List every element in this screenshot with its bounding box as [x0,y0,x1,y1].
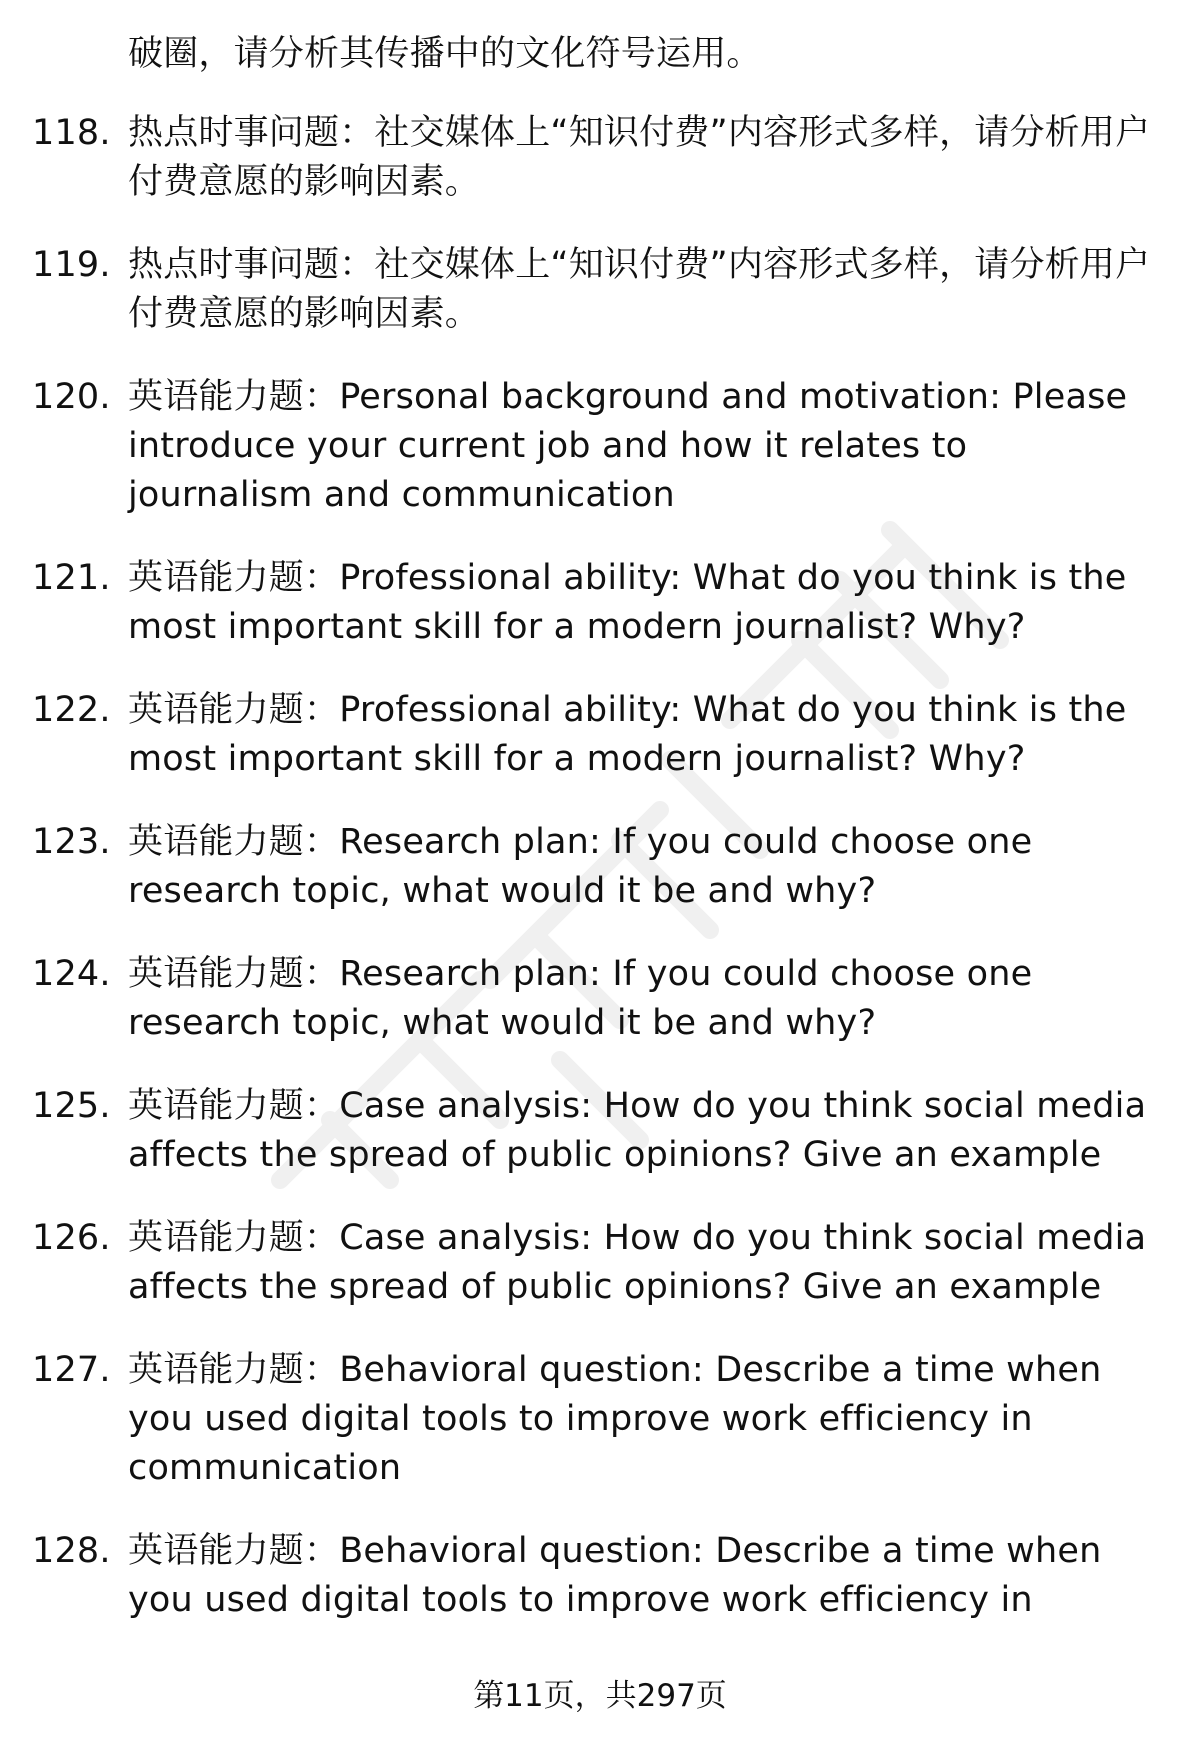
question-text: 英语能力题：Personal background and motivation: Please introduce your current job and how it relates to journalism and communication [128,377,1128,515]
question-text: 英语能力题：Professional ability: What do you think is the most important skill for a modern journalist? Why? [128,558,1127,647]
list-item [0,950,1200,1048]
list-item [0,109,1200,207]
question-text: 热点时事问题：社交媒体上“知识付费”内容形式多样，请分析用户付费意愿的影响因素。 [128,245,1151,334]
list-item [0,1082,1200,1180]
question-text: 英语能力题：Case analysis: How do you think social media affects the spread of public opinions? Give an example [128,1086,1147,1175]
page-footer [0,1676,1200,1716]
question-number: 119. [32,245,111,285]
list-item [0,373,1200,520]
question-number: 122. [32,690,111,730]
question-number: 120. [32,377,111,417]
question-number: 125. [32,1086,111,1126]
list-item [0,1214,1200,1312]
list-item [0,554,1200,652]
question-text: 英语能力题：Research plan: If you could choose one research topic, what would it be and why? [128,822,1033,911]
question-number: 128. [32,1531,111,1571]
question-number: 118. [32,113,111,153]
question-number: 121. [32,558,111,598]
question-text: 热点时事问题：社交媒体上“知识付费”内容形式多样，请分析用户付费意愿的影响因素。 [128,113,1151,202]
page-number-label: 第11页，共297页 [473,1678,727,1714]
list-item [0,686,1200,784]
list-item [0,818,1200,916]
question-number: 126. [32,1218,111,1258]
question-number: 123. [32,822,111,862]
question-text: 英语能力题：Professional ability: What do you think is the most important skill for a modern journalist? Why? [128,690,1127,779]
question-text: 英语能力题：Case analysis: How do you think social media affects the spread of public opinions? Give an example [128,1218,1147,1307]
question-number: 124. [32,954,111,994]
list-item [0,241,1200,339]
question-text: 破圈，请分析其传播中的文化符号运用。 [128,34,762,74]
list-item [0,1346,1200,1493]
question-list [0,30,1200,1659]
list-item [0,30,1200,79]
question-text: 英语能力题：Behavioral question: Describe a time when you used digital tools to improve work efficiency in communication [128,1350,1102,1488]
question-text: 英语能力题：Behavioral question: Describe a time when you used digital tools to improve work efficiency in [128,1531,1102,1620]
list-item [0,1527,1200,1625]
question-text: 英语能力题：Research plan: If you could choose one research topic, what would it be and why? [128,954,1033,1043]
question-number: 127. [32,1350,111,1390]
